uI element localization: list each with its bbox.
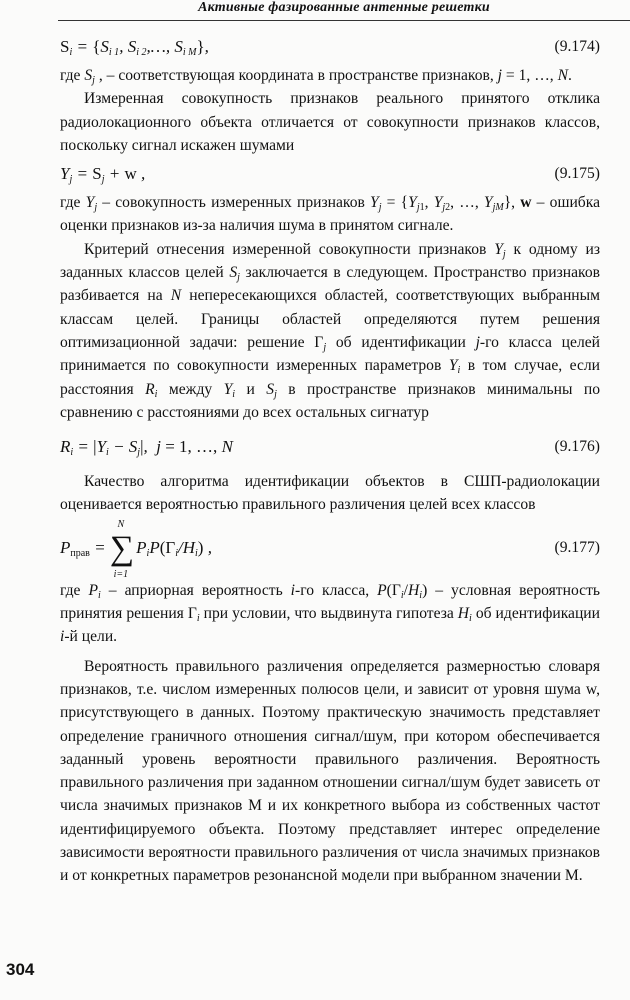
paragraph-2: Измеренная совокупность признаков реального принятого отклика радиолокационного объекта отличается от совокупности признаков классов, поскольку сигнал искажен шумами: [60, 90, 600, 154]
sum-symbol: N ∑ i=1: [109, 518, 135, 580]
equation-9-174-formula: $S_i = \{S_{i 1}$, $S_{i 2},\dots$, $S_{i M}$},: [60, 37, 209, 58]
equation-9-176: [60, 430, 600, 464]
equation-number: (9.174): [554, 38, 600, 55]
page-body: [60, 30, 600, 888]
page-number: 304: [6, 960, 35, 979]
paragraph-6: где $P_i$ – априорная вероятность i-го класса, $P(\Gamma_i/H_i)$ – условная вероятность принятия решения $\Gamma_i$ при условии, что выдвинута гипотеза $H_i$ об идентификации i-й цели.: [60, 581, 600, 646]
paragraph-5: Качество алгоритма идентификации объектов в СШП-радиолокации оценивается вероятностью правильного различения целей всех классов: [60, 473, 600, 514]
paragraph-3: где $Y_j$ – совокупность измеренных признаков $Y_j = \{Y_{j1}$, $Y_{j2}$, …, $Y_{jM}$}, w – ошибка оценки признаков из-за наличия шума в принятом сигнале.: [60, 194, 600, 235]
equation-9-175: [60, 157, 600, 191]
equation-9-177-formula: $P_{прав}$ = N ∑ i=1 $P_iP(\Gamma_i/H_i)$ ,: [60, 518, 212, 580]
equation-9-177: [60, 517, 600, 579]
paragraph-7: Вероятность правильного различения определяется размерностью словаря признаков, т.е. числом измеренных полюсов цели, и зависит от уровня шума w, присутствующего в данных. Поэтому практическую значимость представляет определение граничного отношения сигнал/шум, при котором обеспечивается заданный уровень вероятности правильного различения. Вероятность правильного различения при заданном отношении сигнал/шум будет зависеть от числа значимых признаков M и их конкретного выбора из собственных частот идентифицируемого объекта. Поэтому представляет интерес определение зависимости вероятности правильного различения от числа значимых признаков и от конкретных параметров резонансной модели при выбранном значении M.: [60, 657, 600, 885]
equation-number: (9.177): [554, 538, 600, 556]
equation-9-175-formula: $Y_j = S_j + w$ ,: [60, 164, 146, 186]
equation-number: (9.176): [554, 438, 600, 456]
paragraph-4: Критерий отнесения измеренной совокупности признаков $Y_j$ к одному из заданных классов целей $S_j$ заключается в следующем. Пространство признаков разбивается на N непересекающихся областей, соответствующих выбранным классам целей. Границы областей определяются путем решения оптимизационной задачи: решение $\Gamma_j$ об идентификации j-го класса целей принимается по совокупности измеренных параметров $Y_i$ в том случае, если расстояния $R_i$ между $Y_i$ и $S_j$ в пространстве признаков минимальны по сравнению с расстояниями до всех остальных сигнатур: [60, 240, 600, 421]
paragraph-1: где $S_j$ , – соответствующая координата в пространстве признаков, j = 1, …, N.: [60, 67, 572, 86]
equation-number: (9.175): [554, 165, 600, 183]
running-header: Активные фазированные антенные решетки: [58, 0, 630, 21]
equation-9-174: [60, 30, 600, 64]
equation-9-176-formula: $R_i = |Y_i - S_j|$, j = 1, …, N: [60, 437, 233, 459]
